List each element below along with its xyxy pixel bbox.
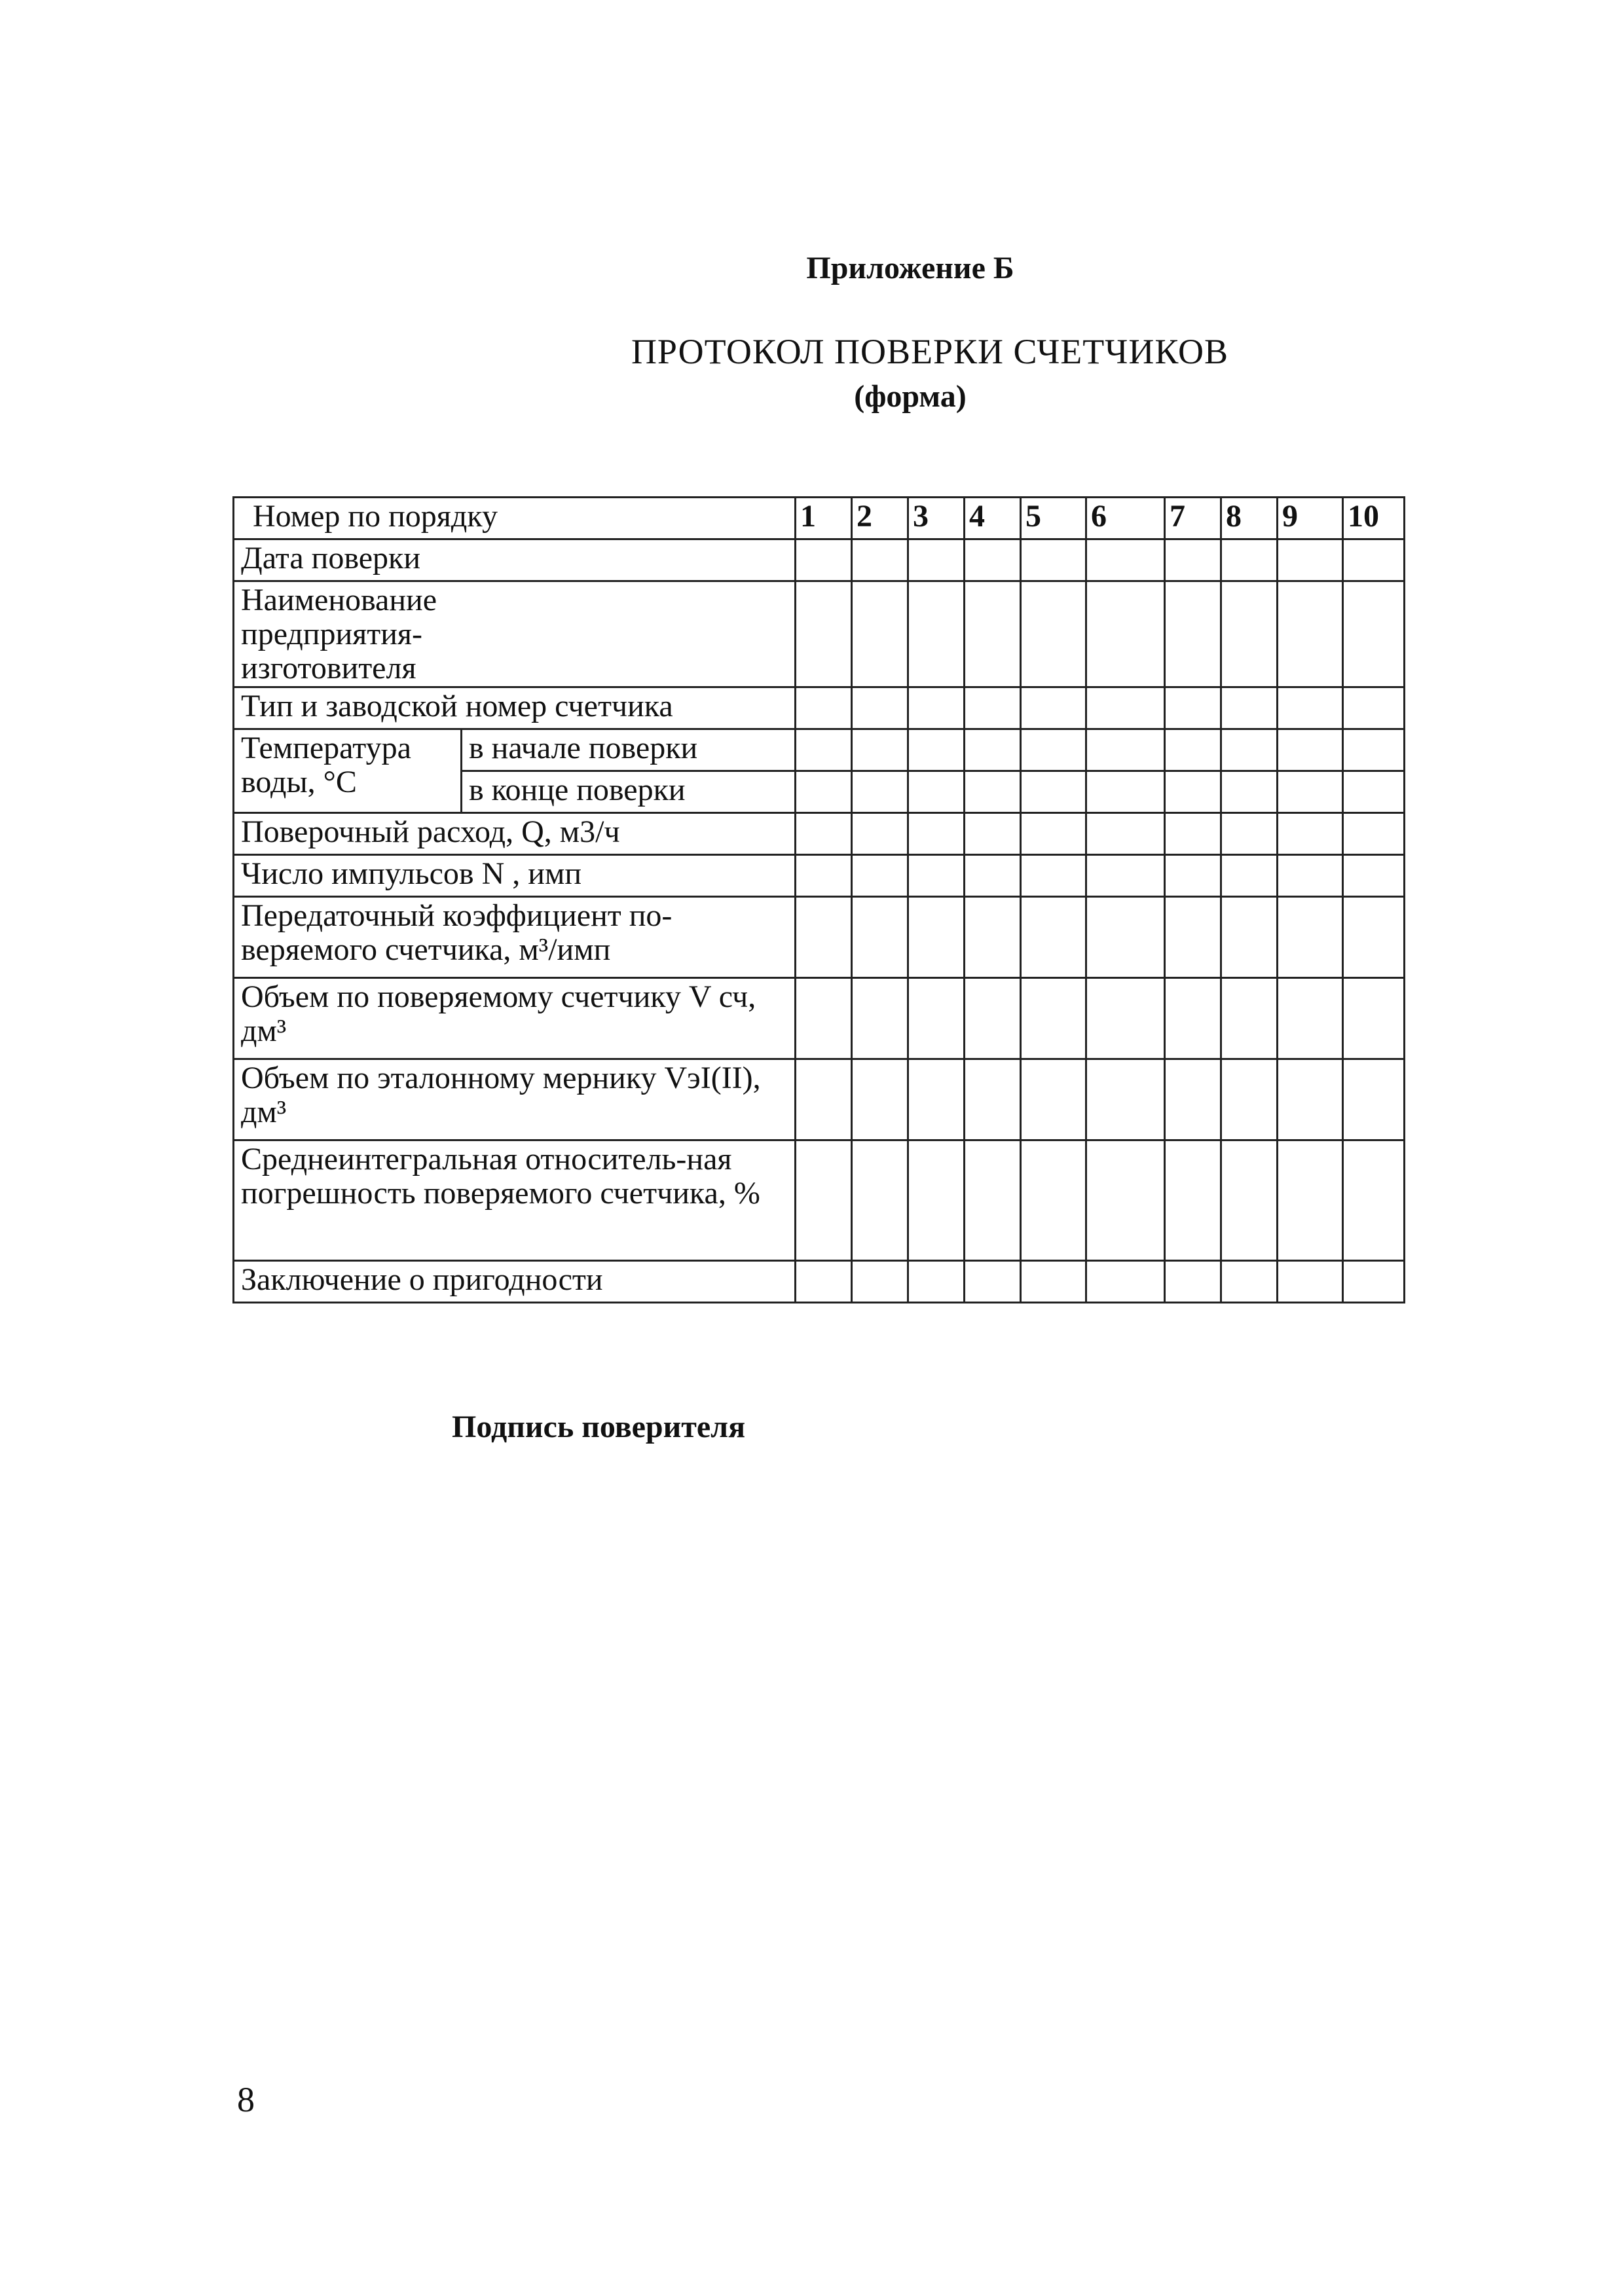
row-label: Объем по эталонному мернику VэI(II), дм³ [234,1059,796,1140]
protocol-table [232,496,1405,1303]
column-number: 2 [852,498,908,539]
column-number: 1 [796,498,852,539]
column-number: 6 [1086,498,1165,539]
temperature-start-label: в начале поверки [462,729,796,771]
page-number: 8 [237,2080,255,2119]
row-label: Заключение о пригодности [234,1261,796,1303]
table-row [234,581,1405,687]
row-label: Наименование предприятия-изготовителя [234,581,796,687]
column-number: 4 [965,498,1021,539]
column-number: 5 [1021,498,1086,539]
table-row [234,1261,1405,1303]
table-row [234,897,1405,978]
table-row [234,978,1405,1059]
header-label-cell: Номер по порядку [234,498,796,539]
signature-label: Подпись поверителя [452,1410,746,1444]
row-label: Число импульсов N , имп [234,855,796,897]
column-number: 8 [1221,498,1278,539]
row-label: Поверочный расход, Q, м3/ч [234,813,796,855]
table-row [234,539,1405,581]
row-label: Тип и заводской номер счетчика [234,687,796,729]
temperature-label: Температура воды, °С [234,729,462,813]
column-number: 10 [1343,498,1405,539]
table-row [234,813,1405,855]
document-title: ПРОТОКОЛ ПОВЕРКИ СЧЕТЧИКОВ [631,332,1229,371]
row-label: Среднеинтегральная относитель-ная погрешность поверяемого счетчика, % [234,1140,796,1261]
table-row [234,1059,1405,1140]
column-number: 9 [1278,498,1343,539]
table-row [234,1140,1405,1261]
document-subtitle: (форма) [854,379,967,414]
row-label: Объем по поверяемому счетчику V сч, дм³ [234,978,796,1059]
row-label: Дата поверки [234,539,796,581]
appendix-label: Приложение Б [806,251,1014,285]
temperature-end-label: в конце поверки [462,771,796,813]
table-row [234,687,1405,729]
table-row [234,729,1405,771]
column-number: 7 [1165,498,1221,539]
column-number: 3 [908,498,965,539]
row-label: Передаточный коэффициент по-веряемого счетчика, м³/имп [234,897,796,978]
table-row [234,855,1405,897]
table-header-row [234,498,1405,539]
